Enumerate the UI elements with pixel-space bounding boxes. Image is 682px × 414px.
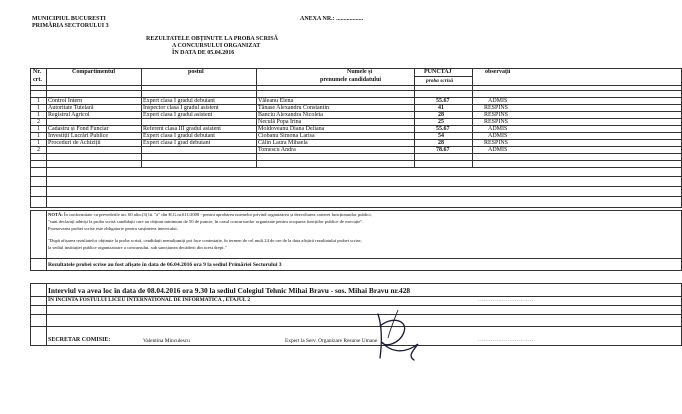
signature-scribble <box>368 306 428 364</box>
row-nr: 1 <box>37 126 40 132</box>
title-line3: ÎN DATA DE 05.04.2016 <box>172 50 235 56</box>
row-name: Tănase Alexandru Constantin <box>258 105 329 111</box>
row-points: 28 <box>438 140 444 146</box>
row-name: Moldoveanu Diana Deliana <box>258 126 325 132</box>
row-position: Expert clasa I gradul debutant <box>143 98 215 104</box>
row-name: Tomescu Andra <box>258 147 296 153</box>
row-department: Autoritate Tutelară <box>48 105 94 111</box>
title-line1: REZULTATELE OBȚINUTE LA PROBA SCRISĂ <box>146 36 278 42</box>
row-nr: 1 <box>37 105 40 111</box>
header-position: postul <box>188 69 204 75</box>
signature-dotted-line: .............................. <box>478 337 534 343</box>
header-nr: Nr. <box>33 69 41 75</box>
note-line1: În conformitate cu prevederile art. 60 alin.(3) lit. "a" din H.G.nr.611/2008 - pentru aprobarea normelor privind organizarea și dezvoltarea carierei funcționarilor publici, <box>64 212 372 217</box>
row-name: Călin Laura Mihaela <box>258 140 308 146</box>
dotted-placeholder: .............................. <box>478 297 534 303</box>
note-line4: "După afișarea rezultatelor obținute la proba scrisă, candidații nemulțumiți pot face contestație, în termen de cel mult 24 de ore de la data afișării rezultatului probei scrise, <box>48 238 362 243</box>
results-posted-note: Rezultatele probei scrise au fost afișate în data de 06.04.2016 ora 9 la sediul Primăriei Sectorului 3 <box>48 262 282 268</box>
annex-label: ANEXA NR.: .................. <box>300 16 364 22</box>
header-points-sub: proba scrisă <box>426 78 454 84</box>
row-points: 54 <box>438 133 444 139</box>
row-remark: RESPINS <box>484 105 509 111</box>
secretary-role: Expert la Serv. Organizare Resurse Umane <box>285 338 378 344</box>
row-name: Văleanu Elena <box>258 98 294 104</box>
row-remark: RESPINS <box>484 112 509 118</box>
header-points: PUNCTAJ <box>424 69 452 75</box>
note-line3: Promovarea probei scrise este obligatorie pentru susținerea interviului. <box>48 226 178 231</box>
row-position: Expert clasa I grad debutant <box>143 140 211 146</box>
row-department: Registrul Agricol <box>48 112 90 118</box>
header-crt: crt. <box>33 77 42 83</box>
header-remarks: observații <box>485 69 511 75</box>
row-department: Cadastru și Fond Funciar <box>48 126 109 132</box>
row-nr: 1 <box>37 98 40 104</box>
row-remark: ADMIS <box>488 126 508 132</box>
row-nr: 1 <box>37 140 40 146</box>
row-department: Proceduri de Achiziții <box>48 140 101 146</box>
row-points: 25 <box>438 119 444 125</box>
row-remark: ADMIS <box>488 133 508 139</box>
row-points: 28 <box>438 112 444 118</box>
row-nr: 2 <box>37 119 40 125</box>
row-points: 78.67 <box>436 147 450 153</box>
row-points: 55.67 <box>436 126 450 132</box>
row-nr: 1 <box>37 112 40 118</box>
note-line5: la sediul instituției publice organizatoare a concursului, sub sancțiunea decăderii din acest drept." <box>48 245 227 250</box>
row-department: Control Intern <box>48 98 83 104</box>
row-remark: ADMIS <box>488 98 508 104</box>
note-label: NOTĂ: <box>48 212 63 217</box>
row-position: Expert clasa I gradul debutant <box>143 133 215 139</box>
title-line2: A CONCURSULUI ORGANIZAT <box>172 43 261 49</box>
row-nr: 2 <box>37 147 40 153</box>
row-name: Neculă Popa Irina <box>258 119 302 125</box>
row-remark: ADMIS <box>488 147 508 153</box>
row-position: Referent clasa III gradul asistent <box>143 126 221 132</box>
row-name: Ciobanu Simona Larisa <box>258 133 315 139</box>
row-department: Investiții Lucrări Publice <box>48 133 108 139</box>
secretary-name: Valentina Minculescu <box>143 338 190 344</box>
header-name-bottom: prenumele candidatului <box>320 77 382 83</box>
row-remark: RESPINS <box>484 119 509 125</box>
row-nr: 1 <box>37 133 40 139</box>
row-points: 55.67 <box>436 98 450 104</box>
row-position: Expert clasa I gradul asistent <box>143 112 213 118</box>
institution-line2: PRIMĂRIA SECTORULUI 3 <box>32 23 109 29</box>
header-name-top: Numele și <box>347 69 373 75</box>
institution-line1: MUNICIPIUL BUCURESTI <box>32 16 106 22</box>
interview-line2: ÎN INCINTA FOSTULUI LICEU INTERNATIONAL DE INFORMATICA , ETAJUL 2 <box>48 297 251 303</box>
note-line2: "sunt declarați admiși la proba scrisă candidații care au obținut minimum de 50 de puncte, în cazul concursurilor organizate pentru ocuparea funcțiilor publice de execuție". <box>48 219 364 224</box>
row-points: 41 <box>438 105 444 111</box>
header-department: Compartimentul <box>72 69 115 75</box>
row-position: Inspector clasa I gradul asistent <box>143 105 219 111</box>
secretary-label: SECRETAR COMISIE: <box>48 337 111 343</box>
interview-line1: Interviul va avea loc în data de 08.04.2016 ora 9.30 la sediul Colegiul Tehnic Mihai Bravu - sos. Mihai Bravu nr.428 <box>48 286 411 295</box>
row-name: Banciu Alexandra Nicoleta <box>258 112 323 118</box>
row-remark: RESPINS <box>484 140 509 146</box>
